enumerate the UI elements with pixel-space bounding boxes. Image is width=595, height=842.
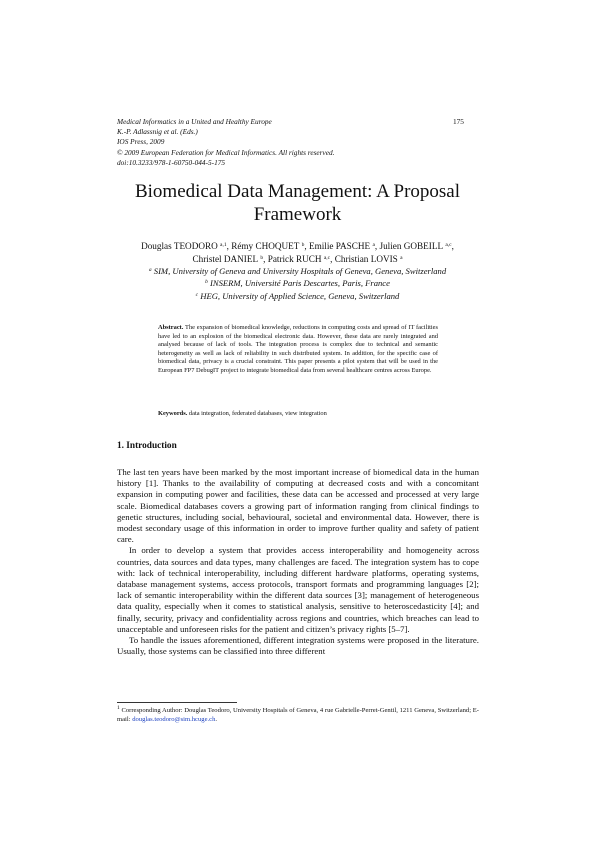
footnote-rule: [117, 702, 237, 703]
header-line: doi:10.3233/978-1-60750-044-5-175: [117, 157, 226, 167]
affiliation-text: SIM, University of Geneva and University Hospitals of Geneva, Geneva, Switzerland: [153, 266, 447, 276]
author-affiliation-mark: a,1: [220, 242, 227, 248]
author-affiliation-mark: b: [301, 242, 305, 248]
body-paragraph: In order to develop a system that provides access interoperability and homogeneity across countries, data sources and data types, many challenges are faced. The integration system has to cope with: lack of technical interoperability, including different hardware platforms, operating systems, database management systems, access protocols, transport formats and programming languages [2]; lack of semantic interoperability within the different data sources [3]; management of heterogeneous data quality, especially when it comes to statistical analysis, sensitive to heteroscedasticity [4]; and finally, security, privacy and confidentiality across regions and countries, which breaches can lead to unacceptable and unforeseen risks for the patient and citizen’s privacy rights [5–7].: [117, 545, 479, 634]
footnote-text: Corresponding Author: Douglas Teodoro, University Hospitals of Geneva, 4 rue Gabrielle-Perret-Gentil, 1211 Geneva, Switzerland; E-mail:: [117, 707, 479, 724]
affiliation-text: HEG, University of Applied Science, Geneva, Switzerland: [200, 290, 400, 301]
abstract: [158, 324, 438, 376]
author-affiliation-mark: a: [400, 254, 403, 261]
keywords: [158, 410, 438, 419]
author-name: Christel DANIEL: [192, 253, 259, 264]
author-name: Christian LOVIS: [334, 253, 398, 264]
abstract-label: Abstract.: [158, 324, 184, 331]
affiliation-mark: a: [148, 267, 152, 273]
author-affiliation-mark: b: [260, 254, 264, 261]
author-name: Patrick RUCH: [267, 253, 322, 264]
affiliation-list: [100, 265, 495, 302]
section-heading: 1. Introduction: [117, 441, 177, 451]
affiliation-item: [100, 277, 495, 289]
footnote: [117, 706, 479, 724]
title-line: Biomedical Data Management: A Proposal: [134, 181, 461, 202]
affiliation-text: INSERM, Université Paris Descartes, Paris, France: [209, 278, 390, 289]
author-affiliation-mark: a: [372, 242, 375, 248]
affiliation-mark: c: [195, 291, 199, 298]
author-list: Douglas TEODORO $^{a,1}$, Rémy CHOQUET $^b$, Emilie PASCHE $^a$, Julien GOBEILL $^{a,c}$, Christel DANIEL $^b$, Patrick RUCH $^{a,c}$, Christian LOVIS $^a$: [141, 241, 454, 264]
body-text: [117, 467, 479, 657]
body-paragraph: The last ten years have been marked by the most important increase of biomedical data in the human history [1]. Thanks to the availability of computing at decreased costs and with a concomitant expansion in computing power and facilities, these data can be accessed and processed at very large scale. Biomedical databases covers a growing part of information ranging from clinical findings to genetic structures, including social, behavioural, societal and environmental data. However, there is modest secondary usage of this information in order to improve further quality and safety of patient care.: [117, 467, 479, 545]
author-name: Rémy CHOQUET: [231, 241, 300, 251]
author-affiliation-mark: a,c: [445, 242, 452, 248]
header-line: Medical Informatics in a United and Healthy Europe: [117, 117, 272, 126]
author-affiliation-mark: a,c: [323, 254, 331, 261]
body-paragraph: To handle the issues aforementioned, different integration systems were proposed in the literature. Usually, those systems can be classified into three different: [117, 635, 479, 657]
header-line: IOS Press, 2009: [117, 137, 165, 147]
keywords-text: data integration, federated databases, view integration: [188, 410, 327, 417]
keywords-label: Keywords.: [158, 410, 188, 417]
paper-title: [100, 180, 495, 226]
author-name: Emilie PASCHE: [308, 241, 371, 251]
footnote-email-link[interactable]: douglas.teodoro@sim.hcuge.ch: [132, 716, 216, 724]
header-line: K.-P. Adlassnig et al. (Eds.): [117, 127, 198, 137]
affiliation-item: [100, 265, 495, 277]
footnote-mark: 1: [117, 705, 120, 711]
footnote-end: .: [215, 716, 218, 724]
abstract-text: The expansion of biomedical knowledge, reductions in computing costs and spread of IT facilities have led to an explosion of the biomedical electronic data. However, these data are rarely integrated and analysed because of lack of tools. The integration process is complex due to technical and semantic heterogeneity as well as lack of reliability in such distributed system. In addition, for the specific case of biomedical data, privacy is a crucial constraint. This paper presents a pilot system that will be used in the European FP7 DebugIT project to integrate biomedical data from several healthcare centres across Europe.: [158, 324, 439, 374]
author-name: Douglas TEODORO: [141, 241, 218, 251]
header-line: © 2009 European Federation for Medical Informatics. All rights reserved.: [117, 147, 335, 157]
title-line: Framework: [253, 204, 342, 225]
author-name: Julien GOBEILL: [379, 241, 444, 251]
affiliation-mark: b: [205, 279, 208, 286]
affiliation-item: [100, 290, 495, 302]
running-header: [117, 117, 467, 168]
page-number: 175: [453, 117, 464, 126]
